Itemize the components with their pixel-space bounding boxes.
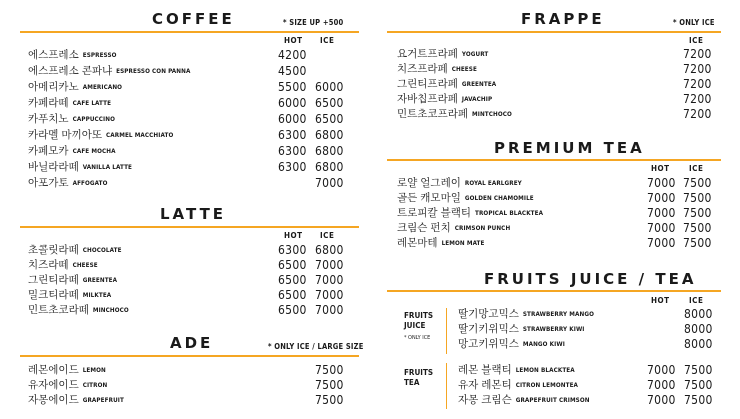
ice-price: 7500 (684, 393, 713, 407)
ice-price: 7500 (683, 236, 712, 250)
menu-item-korean-name: 크림슨 펀치 (397, 222, 451, 234)
frappe-title: FRAPPE (521, 10, 605, 28)
fruits-juice-label-line2: JUICE (404, 321, 426, 330)
fruits-tea-group-label (404, 368, 433, 388)
hot-price: 6500 (278, 303, 307, 317)
fruits-juice-label-line1: FRUITS (404, 311, 434, 320)
fruits-title: FRUITS JUICE / TEA (484, 270, 697, 288)
fruits-tea-label-line2: TEA (404, 378, 420, 387)
menu-item-row (28, 378, 358, 393)
menu-item-korean-name: 민트초코라떼 (28, 304, 89, 316)
menu-item-name (397, 206, 543, 221)
hot-price: 6300 (278, 128, 307, 142)
menu-item-name (458, 307, 594, 322)
menu-item-name (28, 303, 129, 318)
menu-item-name (397, 191, 534, 206)
menu-item-name (458, 337, 565, 352)
menu-item-name (458, 378, 578, 393)
fruits-juice-bar (446, 308, 447, 354)
hot-price: 6300 (278, 243, 307, 257)
menu-item-english-name: CAPPUCCINO (72, 116, 115, 123)
menu-item-english-name: LEMON MATE (441, 240, 485, 247)
menu-item-korean-name: 딸기키위믹스 (458, 323, 519, 335)
menu-item-row (28, 48, 358, 63)
menu-item-korean-name: 아포가토 (28, 177, 69, 189)
latte-divider (20, 226, 359, 228)
menu-item-english-name: STRAWBERRY MANGO (522, 311, 594, 318)
menu-item-row (28, 64, 358, 79)
menu-item-english-name: GOLDEN CHAMOMILE (464, 195, 534, 202)
ice-price: 6800 (315, 243, 344, 257)
fruits-juice-note: * ONLY ICE (404, 335, 431, 341)
menu-item-korean-name: 카페라떼 (28, 97, 69, 109)
menu-item-korean-name: 치즈프라페 (397, 63, 448, 75)
ade-note: * ONLY ICE / LARGE SIZE (268, 342, 364, 351)
menu-item-row (458, 307, 718, 322)
menu-item-english-name: CAFE LATTE (72, 100, 112, 107)
menu-item-row (458, 363, 718, 378)
hot-price: 6500 (278, 273, 307, 287)
menu-item-korean-name: 카푸치노 (28, 113, 69, 125)
menu-item-english-name: CHOCOLATE (82, 247, 122, 254)
fruits-juice-group-label (404, 311, 433, 343)
menu-item-english-name: TROPICAL BLACKTEA (475, 210, 544, 217)
ice-price: 7200 (683, 92, 712, 106)
menu-item-row (397, 221, 717, 236)
menu-item-row (28, 393, 358, 408)
fruits-ice-header: ICE (689, 296, 704, 305)
menu-item-name (28, 96, 111, 111)
latte-title: LATTE (160, 205, 227, 223)
menu-item-korean-name: 유자 레몬티 (458, 379, 512, 391)
menu-item-row (28, 128, 358, 143)
menu-item-name (28, 176, 108, 191)
menu-item-row (28, 80, 358, 95)
menu-item-english-name: GRAPEFRUIT CRIMSON (515, 397, 590, 404)
menu-item-name (28, 80, 122, 95)
menu-item-name (397, 92, 492, 107)
menu-item-row (28, 144, 358, 159)
hot-price: 7000 (647, 221, 676, 235)
ice-price: 7200 (683, 47, 712, 61)
menu-item-english-name: ROYAL EARLGREY (464, 180, 522, 187)
hot-price: 4500 (278, 64, 307, 78)
ice-price: 7200 (683, 62, 712, 76)
hot-price: 6300 (278, 144, 307, 158)
ice-price: 7000 (315, 303, 344, 317)
menu-item-korean-name: 트로피칼 블랙티 (397, 207, 471, 219)
frappe-ice-header: ICE (689, 36, 704, 45)
ice-price: 7200 (683, 107, 712, 121)
menu-item-row (397, 176, 717, 191)
menu-item-row (28, 363, 358, 378)
menu-item-name (28, 128, 173, 143)
menu-item-korean-name: 카페모카 (28, 145, 69, 157)
menu-item-korean-name: 유자에이드 (28, 379, 79, 391)
ice-price: 8000 (684, 337, 713, 351)
ice-price: 7500 (315, 378, 344, 392)
menu-item-english-name: CITRON (82, 382, 108, 389)
menu-item-korean-name: 아메리카노 (28, 81, 79, 93)
menu-item-row (28, 288, 358, 303)
coffee-title: COFFEE (152, 10, 235, 28)
ice-price: 6800 (315, 128, 344, 142)
menu-item-korean-name: 레몬에이드 (28, 364, 79, 376)
coffee-hot-header: HOT (284, 36, 303, 45)
menu-item-row (28, 243, 358, 258)
menu-item-name (28, 160, 132, 175)
menu-item-name (397, 221, 510, 236)
hot-price: 7000 (647, 236, 676, 250)
menu-item-row (397, 236, 717, 251)
ice-price: 7000 (315, 258, 344, 272)
menu-item-english-name: CITRON LEMONTEA (515, 382, 579, 389)
menu-item-row (28, 160, 358, 175)
menu-item-korean-name: 골든 캐모마일 (397, 192, 461, 204)
menu-item-row (397, 77, 717, 92)
menu-item-name (397, 176, 522, 191)
menu-item-korean-name: 바닐라라떼 (28, 161, 79, 173)
ice-price: 6500 (315, 112, 344, 126)
hot-price: 7000 (647, 206, 676, 220)
ice-price: 7500 (683, 176, 712, 190)
latte-ice-header: ICE (320, 231, 335, 240)
ice-price: 6000 (315, 80, 344, 94)
menu-item-name (28, 288, 111, 303)
menu-item-name (28, 243, 122, 258)
menu-item-row (28, 258, 358, 273)
menu-item-korean-name: 로얄 얼그레이 (397, 177, 461, 189)
menu-item-korean-name: 망고키위믹스 (458, 338, 519, 350)
menu-item-korean-name: 에스프레소 콘파냐 (28, 65, 113, 77)
menu-item-english-name: CRIMSON PUNCH (454, 225, 511, 232)
menu-item-name (28, 393, 124, 408)
ice-price: 7500 (315, 363, 344, 377)
coffee-ice-header: ICE (320, 36, 335, 45)
menu-item-korean-name: 초콜릿라떼 (28, 244, 79, 256)
fruits-tea-bar (446, 363, 447, 409)
hot-price: 7000 (647, 176, 676, 190)
menu-item-name (28, 258, 98, 273)
menu-item-english-name: MILKTEA (82, 292, 112, 299)
fruits-hot-header: HOT (651, 296, 670, 305)
menu-item-korean-name: 요거트프라페 (397, 48, 458, 60)
menu-item-korean-name: 그린티라떼 (28, 274, 79, 286)
menu-item-english-name: GRAPEFRUIT (82, 397, 124, 404)
menu-item-korean-name: 치즈라떼 (28, 259, 69, 271)
menu-item-name (397, 47, 488, 62)
menu-item-row (28, 112, 358, 127)
coffee-note: * SIZE UP +500 (283, 18, 344, 27)
menu-item-row (397, 206, 717, 221)
menu-item-name (28, 64, 190, 79)
menu-item-row (458, 322, 718, 337)
menu-item-name (28, 144, 116, 159)
menu-item-english-name: CARMEL MACCHIATO (106, 132, 174, 139)
menu-item-row (397, 62, 717, 77)
menu-item-row (28, 96, 358, 111)
fruits-divider (387, 290, 721, 292)
frappe-note: * ONLY ICE (673, 18, 715, 27)
menu-item-korean-name: 민트초코프라페 (397, 108, 469, 120)
hot-price: 6000 (278, 96, 307, 110)
ice-price: 6800 (315, 160, 344, 174)
menu-item-row (397, 47, 717, 62)
menu-item-english-name: MINCHOCO (92, 307, 129, 314)
ice-price: 7500 (683, 191, 712, 205)
menu-item-english-name: GREENTEA (82, 277, 118, 284)
ice-price: 8000 (684, 322, 713, 336)
ice-price: 8000 (684, 307, 713, 321)
menu-item-row (397, 191, 717, 206)
menu-item-row (28, 176, 358, 191)
hot-price: 6000 (278, 112, 307, 126)
latte-hot-header: HOT (284, 231, 303, 240)
frappe-divider (387, 31, 721, 33)
menu-item-english-name: AFFOGATO (72, 180, 108, 187)
menu-item-korean-name: 카라멜 마끼아또 (28, 129, 102, 141)
premium-tea-hot-header: HOT (651, 164, 670, 173)
ice-price: 7500 (684, 363, 713, 377)
menu-item-korean-name: 레몬 블랙티 (458, 364, 512, 376)
menu-item-english-name: CHEESE (451, 66, 477, 73)
menu-item-row (28, 303, 358, 318)
ice-price: 6800 (315, 144, 344, 158)
menu-item-row (458, 378, 718, 393)
menu-item-row (28, 273, 358, 288)
ice-price: 7000 (315, 273, 344, 287)
hot-price: 7000 (647, 393, 676, 407)
ice-price: 7500 (683, 221, 712, 235)
menu-item-english-name: GREENTEA (461, 81, 497, 88)
ice-price: 7500 (315, 393, 344, 407)
menu-item-row (458, 393, 718, 408)
menu-item-english-name: STRAWBERRY KIWI (522, 326, 585, 333)
ade-title: ADE (170, 334, 214, 352)
menu-item-english-name: ESPRESSO (82, 52, 117, 59)
ice-price: 6500 (315, 96, 344, 110)
premium-tea-title: PREMIUM TEA (494, 139, 645, 157)
menu-item-row (397, 107, 717, 122)
ice-price: 7000 (315, 288, 344, 302)
menu-item-name (28, 273, 117, 288)
menu-item-name (28, 378, 107, 393)
hot-price: 7000 (647, 191, 676, 205)
menu-item-korean-name: 레몬마테 (397, 237, 438, 249)
menu-item-english-name: YOGURT (461, 51, 489, 58)
menu-item-name (458, 322, 585, 337)
hot-price: 7000 (647, 363, 676, 377)
menu-item-korean-name: 딸기망고믹스 (458, 308, 519, 320)
premium-tea-divider (387, 159, 721, 161)
menu-item-name (397, 62, 477, 77)
menu-item-name (28, 363, 106, 378)
ice-price: 7200 (683, 77, 712, 91)
ice-price: 7000 (315, 176, 344, 190)
hot-price: 5500 (278, 80, 307, 94)
menu-item-korean-name: 밀크티라떼 (28, 289, 79, 301)
ade-divider (20, 355, 359, 357)
fruits-tea-label-line1: FRUITS (404, 368, 434, 377)
menu-item-english-name: MINTCHOCO (472, 111, 512, 118)
menu-item-korean-name: 자몽 크림슨 (458, 394, 512, 406)
menu-item-english-name: ESPRESSO CON PANNA (116, 68, 191, 75)
hot-price: 6500 (278, 258, 307, 272)
menu-item-english-name: LEMON BLACKTEA (515, 367, 575, 374)
menu-item-english-name: VANILLA LATTE (82, 164, 133, 171)
menu-item-korean-name: 자몽에이드 (28, 394, 79, 406)
menu-item-name (458, 363, 575, 378)
menu-item-korean-name: 그린티프라페 (397, 78, 458, 90)
hot-price: 7000 (647, 378, 676, 392)
menu-item-name (397, 77, 496, 92)
menu-item-english-name: MANGO KIWI (522, 341, 565, 348)
ice-price: 7500 (684, 378, 713, 392)
menu-item-row (458, 337, 718, 352)
menu-item-english-name: CAFE MOCHA (72, 148, 116, 155)
menu-item-name (28, 48, 117, 63)
menu-item-korean-name: 자바칩프라페 (397, 93, 458, 105)
menu-item-name (28, 112, 115, 127)
ice-price: 7500 (683, 206, 712, 220)
premium-tea-ice-header: ICE (689, 164, 704, 173)
menu-item-english-name: CHEESE (72, 262, 98, 269)
hot-price: 4200 (278, 48, 307, 62)
menu-item-english-name: AMERICANO (82, 84, 123, 91)
menu-item-name (397, 236, 485, 251)
hot-price: 6500 (278, 288, 307, 302)
menu-item-english-name: LEMON (82, 367, 106, 374)
hot-price: 6300 (278, 160, 307, 174)
menu-item-name (458, 393, 590, 408)
menu-item-name (397, 107, 512, 122)
menu-item-row (397, 92, 717, 107)
menu-item-korean-name: 에스프레소 (28, 49, 79, 61)
menu-item-english-name: JAVACHIP (461, 96, 493, 103)
coffee-divider (20, 31, 359, 33)
